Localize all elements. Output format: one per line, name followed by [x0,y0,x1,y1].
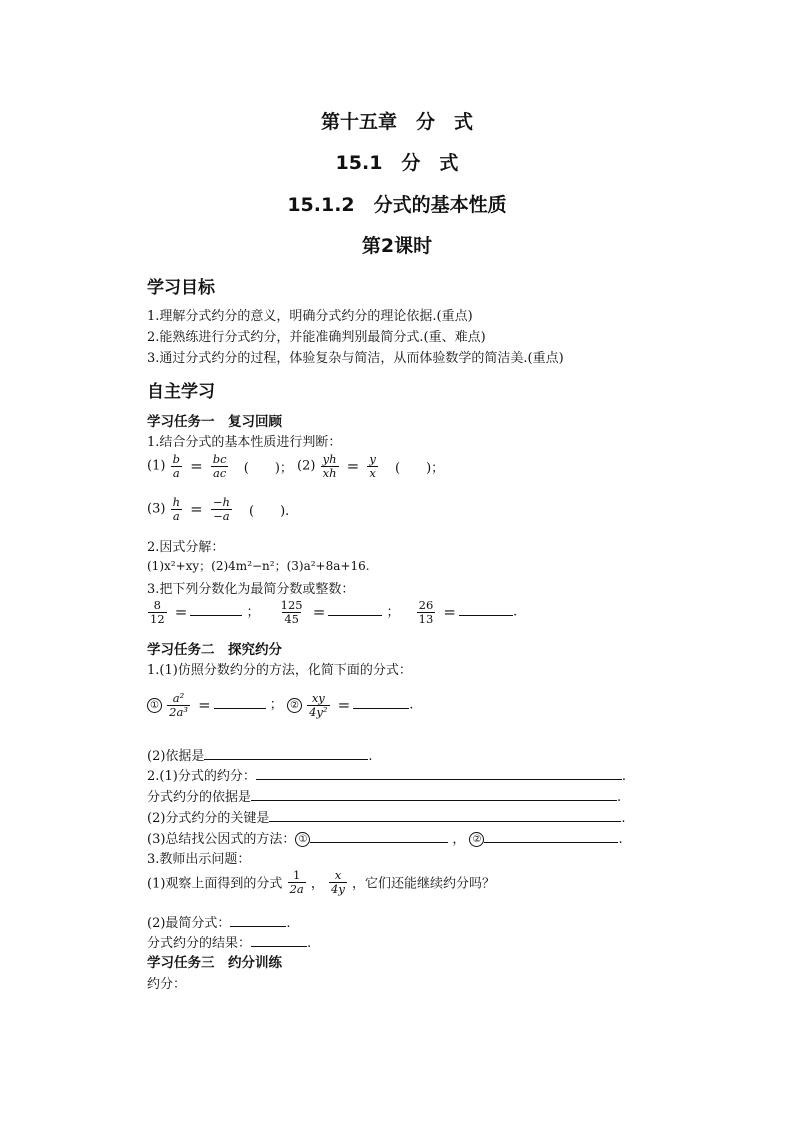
answer-blank[interactable] [204,748,368,760]
task2-q1-row: ① $\frac{\text{a²}}{\text{2a³}}$ = ； ② $\frac{xy}{\text{4y²}}$ = . [147,692,413,718]
period: . [307,936,312,951]
fraction: $\frac{1}{2a}$ [289,868,304,896]
simplest-fraction-label: (2)最简分式： [147,916,231,931]
circled-one: ① [147,698,162,713]
circled-two: ② [287,698,302,713]
lesson-title: 第2课时 [361,235,433,257]
self-study-heading: 自主学习 [147,382,215,402]
separator: ； [386,604,400,620]
answer-blank[interactable] [269,810,621,822]
period: . [512,604,518,620]
separator: ， [452,832,466,847]
result-label: 分式约分的结果： [147,936,252,951]
fraction: $\frac{26}{13}$ [418,598,434,626]
answer-paren: ( )； [395,460,445,476]
fraction: $\frac{x}{4y}$ [331,868,345,896]
separator: ， [310,876,324,892]
goal-item-1: 1.理解分式约分的意义，明确分式约分的理论依据.(重点) [147,309,473,324]
task2-q1: 1.(1)仿照分数约分的方法，化简下面的分式： [147,663,412,678]
answer-blank[interactable] [251,935,307,947]
task2-q1-2 [147,745,373,764]
task1-q1-row2: (3) $\frac{h}{a}$ = $\frac{-h}{-a}$ ( ). [147,495,290,523]
goal-item-2: 2.能熟练进行分式约分，并能准确判别最简分式.(重、难点) [147,330,486,345]
task2-q2-1 [147,765,626,784]
task2-q2-basis [147,786,621,805]
goal-item-3: 3.通过分式约分的过程，体验复杂与简洁，从而体验数学的简洁美.(重点) [147,351,564,366]
task2-q3-result [147,932,311,951]
circled-one: ① [295,832,310,847]
task2-q3-1 [147,869,495,895]
answer-blank[interactable] [256,768,622,780]
fraction: $\frac{125}{45}$ [280,598,303,626]
answer-blank[interactable] [353,697,409,709]
task2-q3-2 [147,912,291,931]
task1-q2: 2.因式分解： [147,540,225,555]
task3-text: 约分： [147,977,187,992]
task1-q1-row1: (1) $\frac{b}{a}$ = $\frac{bc}{ac}$ ( )； (2) $\frac{yh}{xh}$ = $\frac{y}{x}$ ( )； [147,452,445,480]
task2-q2-2 [147,807,626,826]
separator: ； [246,604,260,620]
goals-heading: 学习目标 [147,278,215,298]
observe-question: ，它们还能继续约分吗？ [352,876,496,892]
reduction-label: 2.(1)分式的约分： [147,769,256,784]
separator: ； [269,697,283,713]
key-label: (2)分式约分的关键是 [147,811,270,826]
q1-3-label: (3) [147,501,166,517]
circled-two: ② [469,832,484,847]
answer-paren: ( )； [243,460,293,476]
task1-q3: 3.把下列分数化为最简分数或整数： [147,582,355,597]
period: . [617,790,622,805]
basis-label: (2)依据是 [147,749,205,764]
period: . [618,832,623,847]
period: . [621,811,626,826]
fraction: $\frac{h}{a}$ [172,495,180,523]
answer-blank[interactable] [230,915,286,927]
subsection-title: 15.1.2 分式的基本性质 [287,194,507,216]
basis-label: 分式约分的依据是 [147,790,252,805]
chapter-title: 第十五章 分 式 [320,111,473,133]
task1-q2-items: (1)x²+xy；(2)4m²−n²；(3)a²+8a+16. [147,559,370,573]
period: . [286,916,291,931]
task1-heading: 学习任务一 复习回顾 [147,414,282,430]
fraction: $\frac{yh}{xh}$ [322,452,337,480]
task2-q2-3 [147,828,623,847]
answer-blank[interactable] [484,831,618,843]
fraction: $\frac{y}{x}$ [369,452,376,480]
fraction: $\frac{b}{a}$ [172,452,180,480]
period: . [409,697,414,713]
q1-2-label: (2) [297,458,316,474]
answer-blank[interactable] [251,789,617,801]
fraction: $\frac{\text{a²}}{\text{2a³}}$ [169,691,188,719]
answer-blank[interactable] [328,604,382,616]
task2-heading: 学习任务二 探究约分 [147,642,282,658]
task2-q3: 3.教师出示问题： [147,852,251,867]
answer-blank[interactable] [459,604,513,616]
answer-paren: ( ). [249,503,290,519]
period: . [621,769,626,784]
task3-heading: 学习任务三 约分训练 [147,955,282,971]
period: . [368,749,373,764]
fraction: $\frac{xy}{\text{4y²}}$ [309,691,328,719]
task1-q1: 1.结合分式的基本性质进行判断： [147,435,342,450]
fraction: $\frac{bc}{ac}$ [212,452,227,480]
q1-1-label: (1) [147,458,166,474]
method-label: (3)总结找公因式的方法： [147,832,296,847]
observe-label: (1)观察上面得到的分式 [147,876,283,892]
fraction: $\frac{8}{12}$ [150,598,165,626]
answer-blank[interactable] [190,604,242,616]
fraction: $\frac{-h}{-a}$ [212,495,230,523]
task1-q3-row: $\frac{8}{12}$ = ； $\frac{125}{45}$ = ； $\frac{26}{13}$ = . [150,598,518,626]
answer-blank[interactable] [214,697,266,709]
answer-blank[interactable] [310,831,448,843]
section-title: 15.1 分 式 [335,152,459,174]
